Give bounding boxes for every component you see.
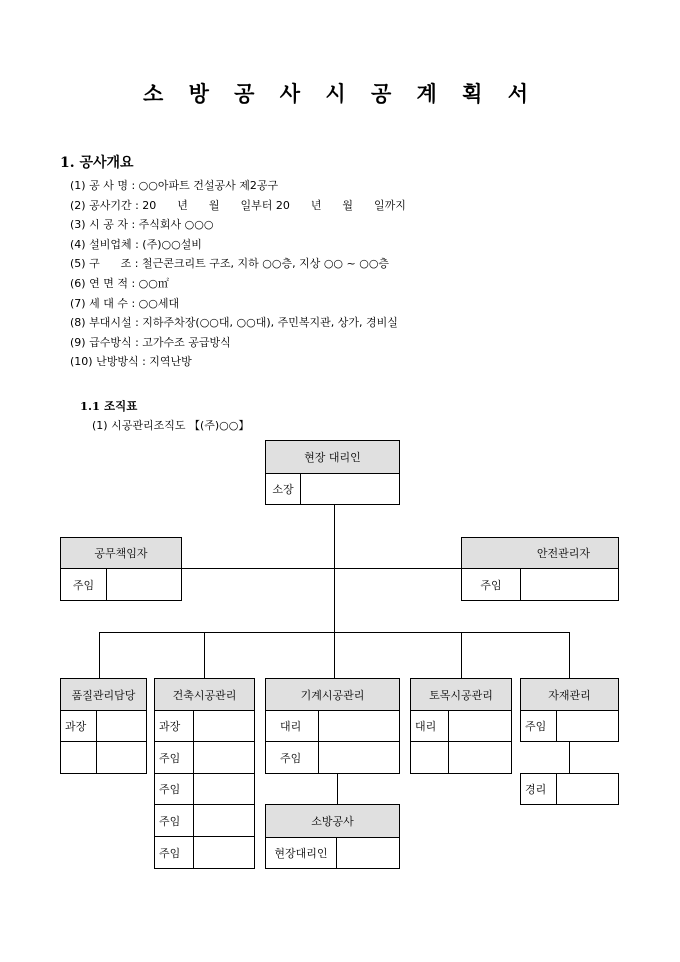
connector-line: [337, 773, 338, 804]
site-agent-title: 현장 대리인: [265, 440, 400, 474]
construction-manager-title: 공무책임자: [60, 537, 182, 569]
accounting-name: [556, 773, 619, 805]
overview-item: (1) 공 사 명 : ○○아파트 건설공사 제2공구: [70, 179, 279, 192]
connector-line: [204, 632, 205, 678]
fire-name: [336, 837, 400, 869]
safety-manager-title: 안전관리자: [461, 537, 619, 569]
civil-role: [410, 741, 449, 774]
quality-name: [96, 741, 147, 774]
civil-name: [448, 741, 512, 774]
architecture-name: [193, 804, 255, 837]
architecture-role: 주임: [154, 836, 194, 869]
quality-role: 과장: [60, 710, 97, 742]
civil-role: 대리: [410, 710, 449, 742]
site-agent-name: [300, 473, 400, 505]
safety-manager-name: [520, 568, 619, 601]
org-chart-caption: (1) 시공관리조직도 【(주)○○】: [92, 419, 250, 432]
overview-item: (6) 연 면 적 : ○○㎡: [70, 276, 169, 290]
connector-line: [569, 741, 570, 773]
architecture-name: [193, 836, 255, 869]
materials-title: 자재관리: [520, 678, 619, 711]
mechanical-name: [318, 741, 400, 774]
safety-manager-role: 주임: [461, 568, 521, 601]
overview-list: [70, 176, 406, 372]
architecture-name: [193, 710, 255, 742]
architecture-title: 건축시공관리: [154, 678, 255, 711]
section-heading-organization: 1.1 조직표: [80, 399, 138, 413]
materials-name: [556, 710, 619, 742]
overview-item: (5) 구 조 : 철근콘크리트 구조, 지하 ○○층, 지상 ○○ ~ ○○층: [70, 257, 390, 271]
quality-name: [96, 710, 147, 742]
connector-line: [182, 568, 461, 569]
connector-line: [99, 632, 100, 678]
mechanical-role: 대리: [265, 710, 319, 742]
architecture-name: [193, 741, 255, 774]
accounting-role: 경리: [520, 773, 557, 805]
connector-line: [569, 632, 570, 678]
overview-item: (10) 난방방식 : 지역난방: [70, 355, 192, 369]
architecture-role: 주임: [154, 741, 194, 774]
quality-title: 품질관리담당: [60, 678, 147, 711]
architecture-name: [193, 773, 255, 805]
overview-item: (9) 급수방식 : 고가수조 공급방식: [70, 335, 231, 349]
civil-name: [448, 710, 512, 742]
architecture-role: 주임: [154, 773, 194, 805]
architecture-role: 과장: [154, 710, 194, 742]
section-heading-overview: 1. 공사개요: [60, 155, 134, 171]
fire-role: 현장대리인: [265, 837, 337, 869]
mechanical-role: 주임: [265, 741, 319, 774]
document-title: 소 방 공 사 시 공 계 획 서: [142, 81, 538, 106]
connector-line: [334, 632, 335, 678]
mechanical-title: 기계시공관리: [265, 678, 400, 711]
site-agent-role: 소장: [265, 473, 301, 505]
connector-line: [461, 632, 462, 678]
civil-title: 토목시공관리: [410, 678, 512, 711]
overview-item: (2) 공사기간 : 20 년 월 일부터 20 년 월 일까지: [70, 198, 406, 212]
overview-item: (7) 세 대 수 : ○○세대: [70, 296, 180, 310]
quality-role: [60, 741, 97, 774]
materials-role: 주임: [520, 710, 557, 742]
overview-item: (8) 부대시설 : 지하주차장(○○대, ○○대), 주민복지관, 상가, 경비실: [70, 316, 398, 330]
architecture-role: 주임: [154, 804, 194, 837]
fire-title: 소방공사: [265, 804, 400, 838]
mechanical-name: [318, 710, 400, 742]
overview-item: (3) 시 공 자 : 주식회사 ○○○: [70, 218, 214, 232]
overview-item: (4) 설비업체 : (주)○○설비: [70, 237, 202, 251]
construction-manager-name: [106, 568, 182, 601]
construction-manager-role: 주임: [60, 568, 107, 601]
